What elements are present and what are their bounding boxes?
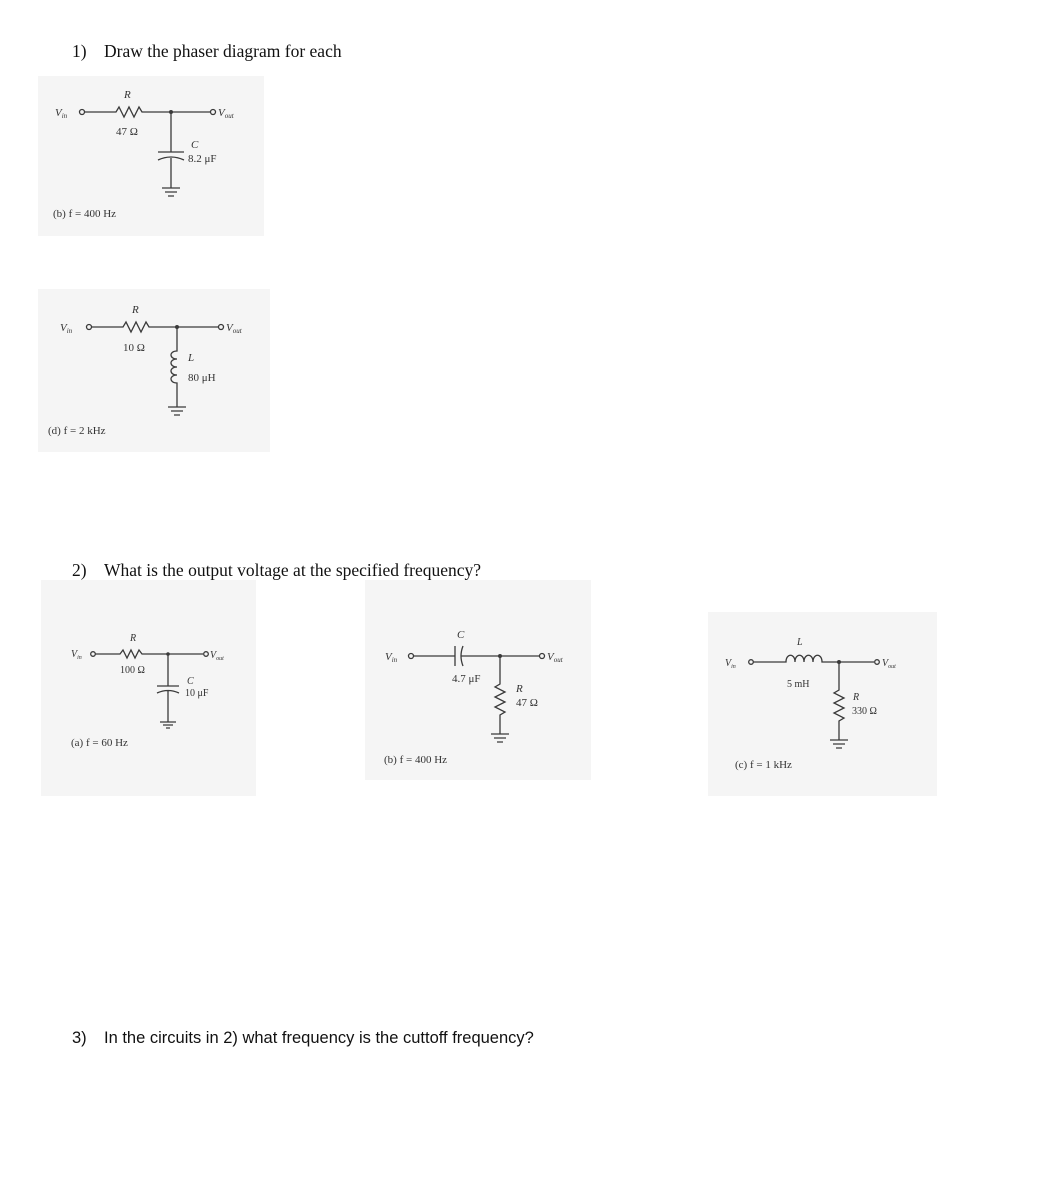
resistor-value: 47 Ω bbox=[516, 697, 538, 709]
output-terminal bbox=[875, 660, 880, 665]
input-terminal bbox=[91, 652, 96, 657]
circuit-caption: (d) f = 2 kHz bbox=[48, 425, 106, 437]
inductor-symbol-label: L bbox=[797, 637, 803, 648]
question-text: In the circuits in 2) what frequency is the cuttoff frequency? bbox=[104, 1029, 534, 1047]
capacitor-value: 4.7 μF bbox=[452, 673, 481, 685]
question-text: Draw the phaser diagram for each bbox=[104, 41, 342, 61]
vout-label: $V_{out}$ bbox=[882, 658, 896, 670]
question-number: 1) bbox=[72, 41, 87, 61]
vin-label: $V_{in}$ bbox=[71, 649, 82, 661]
resistor-ground-symbol bbox=[830, 662, 848, 748]
question-3 bbox=[72, 1029, 534, 1048]
question-number: 2) bbox=[72, 560, 87, 580]
resistor-symbol bbox=[85, 107, 210, 117]
circuit-caption: (b) f = 400 Hz bbox=[53, 208, 117, 220]
inductor-symbol-label: L bbox=[188, 352, 195, 364]
capacitor-value: 8.2 μF bbox=[188, 153, 217, 165]
question-number: 3) bbox=[72, 1029, 87, 1047]
circuit-diagram bbox=[38, 76, 264, 236]
vin-label: Vin bbox=[55, 107, 68, 120]
resistor-symbol-label: R bbox=[853, 692, 860, 703]
output-terminal bbox=[540, 654, 545, 659]
resistor-ground-symbol bbox=[491, 656, 509, 742]
circuit-diagram bbox=[38, 289, 270, 452]
vout-label: $V_{out}$ bbox=[210, 650, 224, 662]
input-terminal bbox=[409, 654, 414, 659]
vout-label: Vout bbox=[218, 107, 234, 120]
resistor-value: 330 Ω bbox=[852, 706, 877, 717]
resistor-value: 100 Ω bbox=[120, 665, 145, 676]
capacitor-value: 10 μF bbox=[185, 688, 209, 699]
capacitor-symbol-label: C bbox=[457, 629, 465, 641]
inductor-symbol bbox=[753, 655, 874, 662]
vin-label: Vin bbox=[60, 322, 73, 335]
output-terminal bbox=[211, 110, 216, 115]
resistor-symbol-label: R bbox=[132, 304, 139, 316]
input-terminal bbox=[749, 660, 754, 665]
circuit-diagram bbox=[365, 580, 591, 780]
circuit-rc-lowpass-1 bbox=[38, 76, 264, 236]
vin-label: Vin bbox=[385, 651, 398, 664]
circuit-rc-lowpass-2 bbox=[41, 580, 256, 796]
resistor-value: 47 Ω bbox=[116, 126, 138, 138]
resistor-value: 10 Ω bbox=[123, 342, 145, 354]
circuit-caption: (b) f = 400 Hz bbox=[384, 754, 448, 766]
resistor-symbol-label: R bbox=[124, 89, 131, 101]
resistor-symbol-label: R bbox=[516, 683, 523, 695]
resistor-symbol bbox=[92, 322, 218, 332]
inductor-value: 5 mH bbox=[787, 679, 810, 690]
question-1 bbox=[72, 41, 342, 62]
inductor-value: 80 μH bbox=[188, 372, 216, 384]
circuit-diagram bbox=[41, 580, 256, 796]
vin-label: $V_{in}$ bbox=[725, 658, 736, 670]
circuit-caption: (c) f = 1 kHz bbox=[735, 759, 792, 771]
capacitor-symbol-label: C bbox=[187, 676, 194, 687]
input-terminal bbox=[80, 110, 85, 115]
circuit-rc-highpass bbox=[365, 580, 591, 780]
inductor-ground-symbol bbox=[168, 327, 186, 415]
capacitor-symbol-label: C bbox=[191, 139, 199, 151]
capacitor-ground-symbol bbox=[157, 654, 179, 728]
resistor-symbol bbox=[95, 650, 203, 658]
input-terminal bbox=[87, 325, 92, 330]
capacitor-symbol bbox=[414, 646, 539, 666]
vout-label: Vout bbox=[547, 651, 563, 664]
resistor-symbol-label: R bbox=[130, 633, 137, 644]
circuit-rl-highpass-1 bbox=[38, 289, 270, 452]
vout-label: Vout bbox=[226, 322, 242, 335]
circuit-caption: (a) f = 60 Hz bbox=[71, 737, 128, 749]
circuit-diagram bbox=[708, 612, 937, 796]
capacitor-ground-symbol bbox=[158, 112, 184, 196]
circuit-rl-lowpass bbox=[708, 612, 937, 796]
question-text: What is the output voltage at the specified frequency? bbox=[104, 560, 482, 580]
question-2 bbox=[72, 560, 481, 581]
output-terminal bbox=[219, 325, 224, 330]
output-terminal bbox=[204, 652, 209, 657]
